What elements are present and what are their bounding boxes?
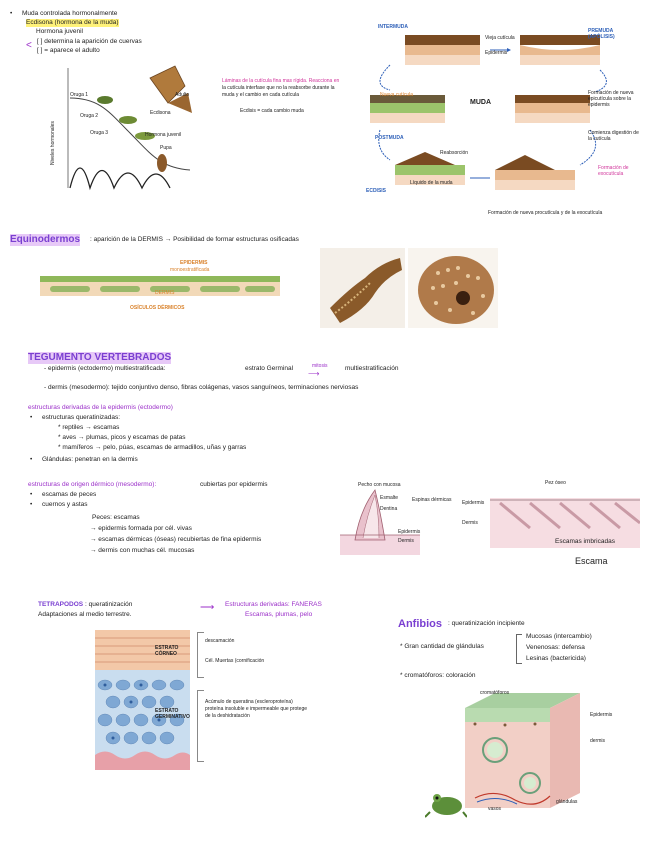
echino-dermis: DERMIS	[155, 290, 175, 296]
amph-cromatoforos: cromatóforos	[480, 690, 510, 696]
bullet-icon: •	[30, 501, 33, 508]
cycle-postmuda: POSTMUDA	[375, 135, 404, 141]
fig2-dermis: Dermis	[462, 520, 478, 526]
gland-item-1: Venenosas: defensa	[526, 644, 585, 651]
tetrapodos-line2: Adaptaciones al medio terrestre.	[38, 611, 132, 618]
diag-label-oruga3: Oruga 3	[90, 130, 109, 136]
tetra-note-1: Cél. Muertas (cornificación	[205, 658, 265, 664]
sea-urchin-photo	[408, 248, 498, 328]
fig2-escama: Escama	[575, 556, 608, 566]
cycle-procuticula: Formación de nueva procutícula y de la exocutícula	[488, 210, 603, 216]
muda-note2: la cutícula interfase que no la reabsorbe durante la	[222, 85, 335, 91]
diag-label-hormona-juvenil: Hormona juvenil	[145, 132, 182, 138]
epi-item-1: * reptiles → escamas	[58, 424, 120, 431]
epi-item-3: * mamíferos → pelo, púas, escamas de armadillos, uñas y garras	[58, 444, 247, 451]
tetrapodos-title: TETRAPODOS	[38, 601, 84, 608]
vert-line1b: estrato Germinal	[245, 365, 294, 372]
hormone-diagram	[50, 58, 200, 198]
vert-line1d: multiestratificación	[345, 365, 399, 372]
derm-item-0: escamas de peces	[42, 491, 97, 498]
tetrapodos-faneras2: Escamas, plumas, pelo	[245, 611, 313, 618]
epi-item-2: * aves → plumas, picos y escamas de patas	[58, 434, 186, 441]
diag-label-oruga2: Oruga 2	[80, 113, 99, 119]
derm-item-2: Peces: escamas	[92, 514, 140, 521]
equinodermos-text: : aparición de la DERMIS → Posibilidad de formar estructuras osificadas	[90, 236, 299, 243]
cycle-reabsorcion: Reabsorción	[440, 150, 469, 156]
muda-note4: Ecdisis = cada cambio muda	[240, 108, 304, 114]
muda-note1: Láminas de la cutícula fina mas rígida. Reacciona en	[222, 78, 340, 84]
tetra-note-4: de la deshidratación	[205, 713, 250, 719]
echino-epidermis: EPIDERMIS	[180, 260, 208, 266]
anfibios-line1: * Gran cantidad de glándulas	[400, 643, 484, 650]
diag-label-pupa: Pupa	[160, 145, 172, 151]
muda-line4: [ ] determina la aparición de cuervas	[37, 38, 142, 45]
anfibios-title-rest: : queratinización incipiente	[448, 620, 525, 627]
derm-title: estructuras de origen dérmico (mesodermo):	[28, 481, 157, 488]
cycle-digestion: Comienza digestión de la cutícula	[588, 130, 639, 142]
cycle-muda: MUDA	[470, 99, 491, 106]
amph-vasos: vasos	[488, 806, 502, 812]
bullet-icon: •	[30, 414, 33, 421]
tetrapodos-faneras: Estructuras derivadas: FANERAS	[225, 601, 322, 608]
amph-glandulas: glándulas	[556, 799, 578, 805]
placoid-scale-diagram	[335, 480, 435, 560]
diag-label-ecdisona: Ecdisona	[150, 110, 171, 116]
vert-line1: - epidermis (ectodermo) multiestratificada:	[44, 365, 166, 372]
muda-note3: muda y el cambio en cada cutícula	[222, 92, 299, 98]
vert-mitosis: mitosis	[312, 363, 328, 369]
cycle-intermuda: INTERMUDA	[378, 24, 408, 30]
diag-label-adulto: Adulto	[175, 92, 190, 98]
tetra-note-2: Acúmulo de queratina (escleroproteína)	[205, 699, 293, 705]
bracket-germinativo	[197, 690, 204, 762]
bracket-corneo	[197, 632, 204, 678]
fig1-esmalte: Esmalte	[380, 495, 399, 501]
fig2-imbricadas: Escamas imbricadas	[555, 538, 615, 545]
cycle-vieja-cuticula: Vieja cutícula	[485, 35, 515, 41]
amph-dermis: dermis	[590, 738, 606, 744]
fig2-epidermis: Epidermis	[462, 500, 485, 506]
anfibios-line2: * cromatóforos: coloración	[400, 672, 476, 679]
tetrapodos-title-rest: : queratinización	[85, 601, 133, 608]
echino-monoestratificada: monoestratificada	[170, 267, 210, 273]
bullet-icon: •	[30, 456, 33, 463]
estrato-corneo: ESTRATO CÓRNEO	[155, 645, 179, 657]
fig2-pez-oseo: Pez óseo	[545, 480, 566, 486]
epi-title: estructuras derivadas de la epidermis (ectodermo)	[28, 404, 173, 411]
derm-item-5: → dermis con muchas cél. mucosas	[90, 547, 195, 554]
amph-epidermis: Epidermis	[590, 712, 613, 718]
anfibios-title: Anfibios	[398, 618, 442, 630]
fig1-pecho: Pecho con mucosa	[358, 482, 401, 488]
cycle-liquido: Líquido de la muda	[410, 180, 453, 186]
equinodermos-title: Equinodermos	[10, 234, 81, 245]
gland-item-2: Lesinas (bactericida)	[526, 655, 586, 662]
cycle-exocuticula: Formación de exocutícula	[598, 165, 629, 177]
muda-line5: [ ] = aparece el adulto	[37, 47, 100, 54]
epi-item-4: Glándulas: penetran en la dermis	[42, 456, 138, 463]
gland-item-0: Mucosas (intercambio)	[526, 633, 592, 640]
vert-line2: - dermis (mesodermo): tejido conjuntivo denso, fibras colágenas, vasos sanguíneos, terminaciones nerviosas	[44, 384, 359, 391]
arrow-icon: ⟶	[308, 369, 320, 378]
muda-line3: Hormona juvenil	[36, 28, 83, 35]
cycle-ecdisis: ECDISIS	[366, 188, 387, 194]
fig1-epidermis: Epidermis	[398, 529, 421, 535]
cycle-nueva-epicuticula: Formación de nueva epicutícula sobre la epidermis	[588, 90, 634, 108]
muda-line2: Ecdisona (hormona de la muda)	[26, 19, 119, 26]
muda-bullet: •	[10, 10, 13, 17]
cycle-premuda: PREMUDA (APÓLISIS)	[588, 28, 615, 40]
amphibian-skin-block-diagram	[455, 688, 585, 813]
bracket-glands	[516, 634, 522, 664]
fig1-dentina: Dentina	[380, 506, 398, 512]
tetra-note-3: proteína insoluble e impermeable que protege	[205, 706, 308, 712]
derm-item-4: → escamas dérmicas (óseas) recubiertas de fina epidermis	[90, 536, 262, 543]
vertebrados-title: TEGUMENTO VERTEBRADOS	[28, 352, 172, 363]
diag-label-oruga1: Oruga 1	[70, 92, 89, 98]
estrato-germinativo: ESTRATO GERMINATIVO	[155, 708, 190, 720]
diag-label-niveles: Niveles hormonales	[50, 121, 56, 165]
fig1-espinas: Espinas dérmicas	[412, 497, 452, 503]
cycle-epidermis: Epidermis	[485, 50, 508, 56]
derm-item-1: cuernos y astas	[42, 501, 88, 508]
frog-icon	[425, 788, 467, 818]
derm-item-3: → epidermis formada por cél. vivas	[90, 525, 192, 532]
echino-osiculos: OSÍCULOS DÉRMICOS	[130, 305, 185, 311]
brace-icon: <	[26, 40, 32, 51]
tetra-note-0: descamación	[205, 638, 235, 644]
bullet-icon: •	[30, 491, 33, 498]
epi-item-0: estructuras queratinizadas:	[42, 414, 121, 421]
arrow-icon: ⟶	[200, 602, 215, 613]
cycle-nueva-cuticula: Nueva cutícula	[380, 92, 414, 98]
starfish-photo	[320, 248, 405, 328]
derm-title2: cubiertas por epidermis	[200, 481, 268, 488]
muda-line1: Muda controlada hormonalmente	[22, 10, 118, 17]
fig1-dermis: Dermis	[398, 538, 414, 544]
